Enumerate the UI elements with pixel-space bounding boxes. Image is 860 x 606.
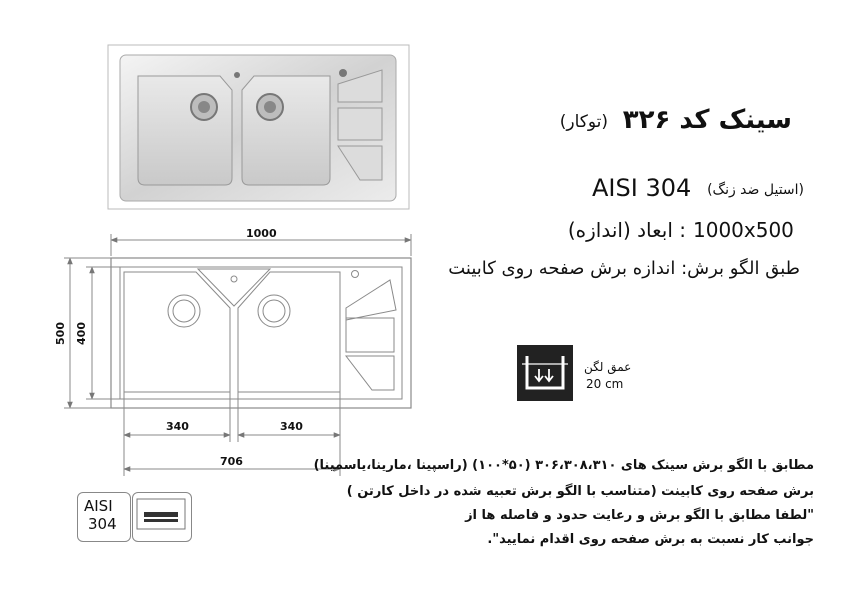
note-line-2: برش صفحه روی کابینت (متناسب با الگو برش تعبیه شده در داخل کارتن )	[346, 484, 814, 499]
note-line-1: مطابق با الگو برش سینک های ۳۰۶،۳۰۸،۳۱۰ (۵۰*۱۰۰) (راسپینا ،مارینا،یاسمینا)	[313, 458, 814, 473]
dim-top-width: 1000	[246, 227, 277, 240]
sink-photo	[108, 45, 409, 209]
sink-dimension-drawing	[64, 234, 411, 476]
basin-depth-icon	[517, 345, 573, 401]
note-line-3: "لطفا مطابق با الگو برش و رعایت حدود و فاصله ها از	[465, 508, 814, 523]
product-title: سینک کد ۳۲۶	[622, 105, 792, 135]
dim-inner-height: 400	[74, 322, 88, 345]
depth-value: 20 cm	[586, 377, 624, 391]
aisi-badge-line1: AISI	[84, 497, 113, 515]
profile-badge	[132, 492, 192, 542]
dimensions-label: : ابعاد (اندازه)	[567, 218, 686, 242]
material-note: (استیل ضد زنگ)	[707, 182, 804, 198]
cut-template-text: طبق الگو برش: اندازه برش صفحه روی کابینت	[448, 258, 800, 279]
dim-left-bowl: 340	[166, 420, 189, 433]
aisi-badge-line2: 304	[88, 515, 117, 533]
dim-bottom-width: 706	[220, 455, 243, 468]
material-grade: AISI 304	[592, 174, 692, 202]
note-line-4: جوانب کار نسبت به برش صفحه روی اقدام نمایید".	[487, 532, 814, 547]
depth-label: عمق لگن	[584, 360, 632, 374]
dim-right-bowl: 340	[280, 420, 303, 433]
dimensions-value: 1000x500	[693, 218, 794, 242]
product-type-note: (توکار)	[559, 112, 608, 132]
dim-outer-height: 500	[53, 322, 67, 345]
